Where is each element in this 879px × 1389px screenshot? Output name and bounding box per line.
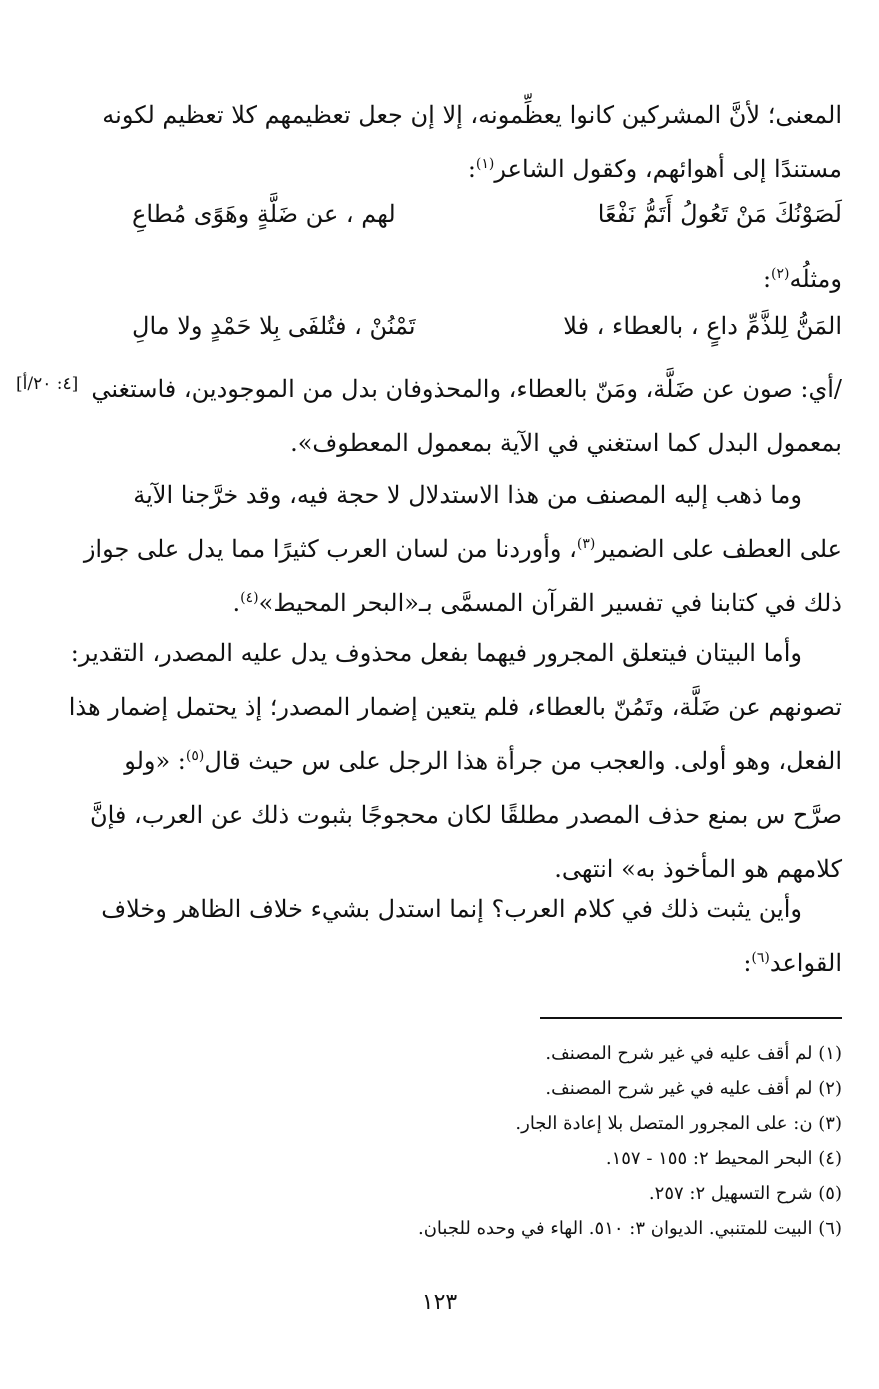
paragraph-text: ومثلُه bbox=[789, 265, 842, 293]
paragraph-text: : «ولو bbox=[124, 747, 186, 775]
paragraph-text: : bbox=[762, 265, 772, 293]
footnote-6: (٦) البيت للمتنبي. الديوان ٣: ٥١٠. الهاء في وحده للجبان. bbox=[417, 1218, 842, 1239]
footnote-ref: (١) bbox=[475, 156, 495, 172]
footnote-5: (٥) شرح التسهيل ٢: ٢٥٧. bbox=[648, 1183, 842, 1204]
footnote-ref: (٢) bbox=[771, 266, 790, 282]
paragraph-4 bbox=[68, 626, 842, 896]
paragraph-text: الفعل، وهو أولى. والعجب من جرأة هذا الرجل على س حيث قال bbox=[204, 747, 842, 775]
verse-first-hemistich: لَصَوْنُكَ مَنْ تَعُولُ أَتَمُّ نَفْعًا bbox=[597, 200, 842, 228]
paragraph-line bbox=[132, 936, 842, 990]
paragraph-text: القواعد bbox=[769, 949, 842, 977]
paragraph-1 bbox=[102, 88, 842, 196]
verse-intro bbox=[132, 252, 842, 306]
footnote-ref: (٦) bbox=[751, 950, 770, 966]
paragraph-text: ذلك في كتابنا في تفسير القرآن المسمَّى بـ«البحر المحيط» bbox=[258, 589, 842, 617]
paragraph-line: وما ذهب إليه المصنف من هذا الاستدلال لا حجة فيه، وقد خرَّجنا الآية bbox=[133, 481, 802, 509]
footnote-ref: (٤) bbox=[240, 590, 259, 606]
paragraph-line bbox=[83, 522, 842, 576]
paragraph-line: /أي: صون عن ضَلَّة، ومَنّ بالعطاء، والمحذوفان بدل من الموجودين، فاستغني bbox=[91, 375, 842, 403]
paragraph-line: صرَّح س بمنع حذف المصدر مطلقًا لكان محجوجًا بثبوت ذلك عن العرب، فإنَّ bbox=[89, 801, 842, 829]
paragraph-line: بمعمول البدل كما استغني في الآية بمعمول المعطوف». bbox=[290, 429, 842, 457]
paragraph-line bbox=[132, 142, 842, 196]
page-number: ١٢٣ bbox=[421, 1290, 458, 1315]
paragraph-5 bbox=[101, 882, 842, 990]
paragraph-text: مستندًا إلى أهوائهم، وكقول الشاعر bbox=[494, 155, 842, 183]
footnote-1: (١) لم أقف عليه في غير شرح المصنف. bbox=[545, 1043, 842, 1064]
paragraph-text: ، وأوردنا من لسان العرب كثيرًا مما يدل على جواز bbox=[83, 535, 577, 563]
paragraph-line bbox=[132, 252, 842, 306]
paragraph-line bbox=[124, 734, 842, 788]
footnote-ref: (٥) bbox=[185, 748, 205, 764]
verse-1 bbox=[132, 200, 842, 228]
footnotes bbox=[300, 1036, 842, 1246]
margin-reference: [٤: ٢٠/أ] bbox=[16, 374, 79, 394]
footnote-3: (٣) ن: على المجرور المتصل بلا إعادة الجار. bbox=[515, 1113, 842, 1134]
footnote-separator bbox=[540, 1017, 842, 1019]
verse-first-hemistich: المَنُّ لِلذَّمِّ داعٍ ، بالعطاء ، فلا bbox=[563, 312, 842, 340]
paragraph-text: : bbox=[743, 949, 752, 977]
paragraph-text: : bbox=[467, 155, 476, 183]
verse-2 bbox=[132, 312, 842, 340]
footnote-ref: (٣) bbox=[576, 536, 596, 552]
paragraph-line: المعنى؛ لأنَّ المشركين كانوا يعظِّمونه، إلا إن جعل تعظيمهم كلا تعظيم لكونه bbox=[102, 101, 842, 129]
paragraph-text: على العطف على الضمير bbox=[595, 535, 842, 563]
paragraph-line: تصونهم عن ضَلَّة، وتَمُنّ بالعطاء، فلم يتعين إضمار المصدر؛ إذ يحتمل إضمار هذا bbox=[68, 693, 842, 721]
footnote-4: (٤) البحر المحيط ٢: ١٥٥ - ١٥٧. bbox=[605, 1148, 842, 1169]
paragraph-line: كلامهم هو المأخوذ به» انتهى. bbox=[554, 855, 842, 883]
paragraph-line bbox=[132, 576, 842, 630]
paragraph-2 bbox=[91, 362, 842, 470]
verse-second-hemistich: لهم ، عن ضَلَّةٍ وهَوًى مُطاعِ bbox=[132, 200, 396, 228]
verse-second-hemistich: تَمْنُنْ ، فتُلفَى بِلا حَمْدٍ ولا مالِ bbox=[132, 312, 416, 340]
footnote-2: (٢) لم أقف عليه في غير شرح المصنف. bbox=[545, 1078, 842, 1099]
paragraph-3 bbox=[83, 468, 842, 630]
paragraph-text: . bbox=[232, 589, 241, 617]
paragraph-line: وأين يثبت ذلك في كلام العرب؟ إنما استدل بشيء خلاف الظاهر وخلاف bbox=[101, 895, 802, 923]
paragraph-line: وأما البيتان فيتعلق المجرور فيهما بفعل محذوف يدل عليه المصدر، التقدير: bbox=[70, 639, 802, 667]
